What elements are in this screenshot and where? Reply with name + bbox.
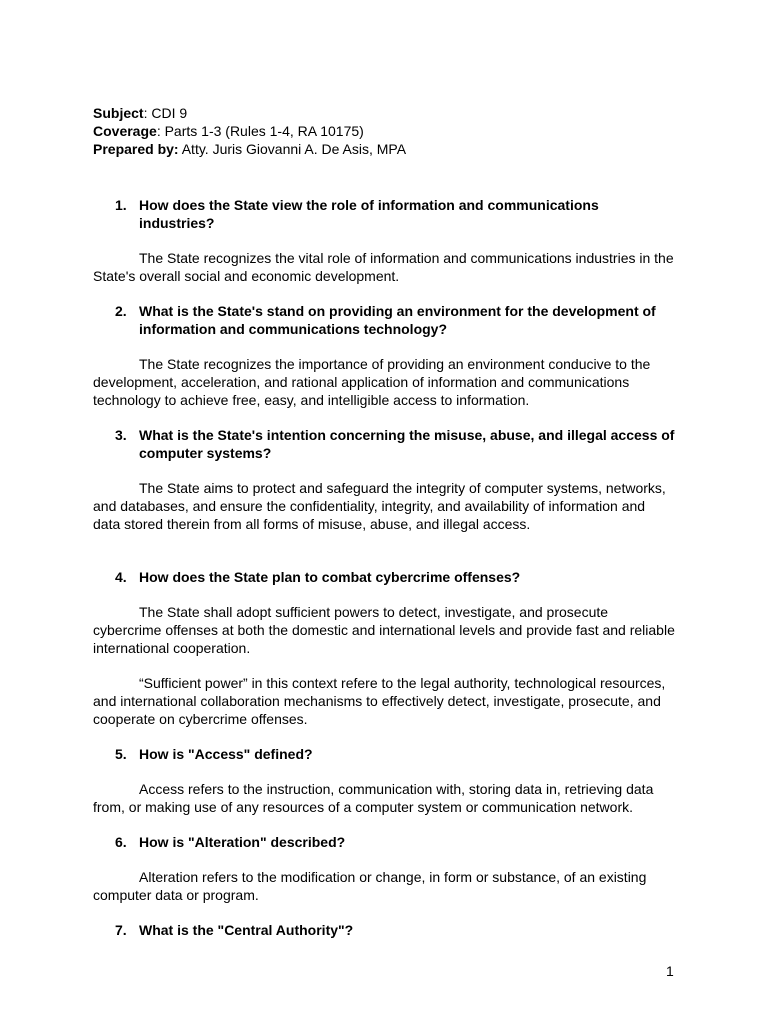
question-heading: [93, 302, 675, 338]
question-heading: [93, 426, 675, 462]
question-text: What is the State's intention concerning the misuse, abuse, and illegal access of computer systems?: [139, 427, 675, 461]
coverage-line: [93, 122, 675, 140]
question-heading: [93, 833, 675, 851]
question-1: [93, 196, 675, 285]
question-5: [93, 745, 675, 816]
question-number: 6.: [115, 834, 127, 850]
answer-paragraph: Alteration refers to the modification or change, in form or substance, of an existing computer data or program.: [93, 869, 647, 903]
question-number: 4.: [115, 569, 127, 585]
subject-label: Subject: [93, 105, 144, 121]
subject-value: : CDI 9: [143, 105, 188, 121]
document-header: [93, 104, 675, 158]
question-number: 2.: [115, 303, 127, 319]
answer-paragraph: “Sufficient power” in this context refere to the legal authority, technological resources, and international collaboration mechanisms to effectively detect, investigate, prosecute, and cooperate on cybercrime offenses.: [93, 675, 666, 727]
question-3: [93, 426, 675, 533]
answer-paragraph: The State recognizes the importance of providing an environment conducive to the development, acceleration, and rational application of information and communications technology to achieve free, easy, and intelligible access to information.: [93, 356, 651, 408]
question-7: [93, 921, 675, 939]
answer-paragraph: The State shall adopt sufficient powers to detect, investigate, and prosecute cybercrime offenses at both the domestic and international levels and provide fast and reliable international cooperation.: [93, 604, 675, 656]
answer-paragraph: The State aims to protect and safeguard the integrity of computer systems, networks, and databases, and ensure the confidentiality, integrity, and availability of information and data stored therein from all forms of misuse, abuse, and illegal access.: [93, 480, 666, 532]
subject-line: [93, 104, 675, 122]
document-page: [93, 104, 675, 939]
coverage-label: Coverage: [93, 123, 157, 139]
prepared-by-label: Prepared by:: [93, 141, 179, 157]
question-2: [93, 302, 675, 409]
answer-paragraph: Access refers to the instruction, communication with, storing data in, retrieving data from, or making use of any resources of a computer system or communication network.: [93, 781, 654, 815]
question-text: How is "Access" defined?: [139, 746, 313, 762]
question-heading: [93, 745, 675, 763]
question-text: What is the "Central Authority"?: [139, 922, 354, 938]
question-4: [93, 568, 675, 728]
answer-paragraph: The State recognizes the vital role of information and communications industries in the State's overall social and economic development.: [93, 250, 674, 284]
coverage-value: : Parts 1-3 (Rules 1-4, RA 10175): [156, 123, 364, 139]
question-number: 7.: [115, 922, 127, 938]
question-heading: [93, 568, 675, 586]
prepared-by-value: Atty. Juris Giovanni A. De Asis, MPA: [178, 141, 407, 157]
question-number: 3.: [115, 427, 127, 443]
question-heading: [93, 196, 675, 232]
question-text: How does the State view the role of information and communications industries?: [139, 197, 599, 231]
question-6: [93, 833, 675, 904]
page-number: 1: [666, 963, 674, 979]
question-text: What is the State's stand on providing an environment for the development of information and communications technology?: [139, 303, 656, 337]
question-number: 5.: [115, 746, 127, 762]
question-text: How is "Alteration" described?: [139, 834, 346, 850]
prepared-by-line: [93, 140, 675, 158]
question-text: How does the State plan to combat cybercrime offenses?: [139, 569, 521, 585]
question-number: 1.: [115, 197, 127, 213]
question-heading: [93, 921, 675, 939]
